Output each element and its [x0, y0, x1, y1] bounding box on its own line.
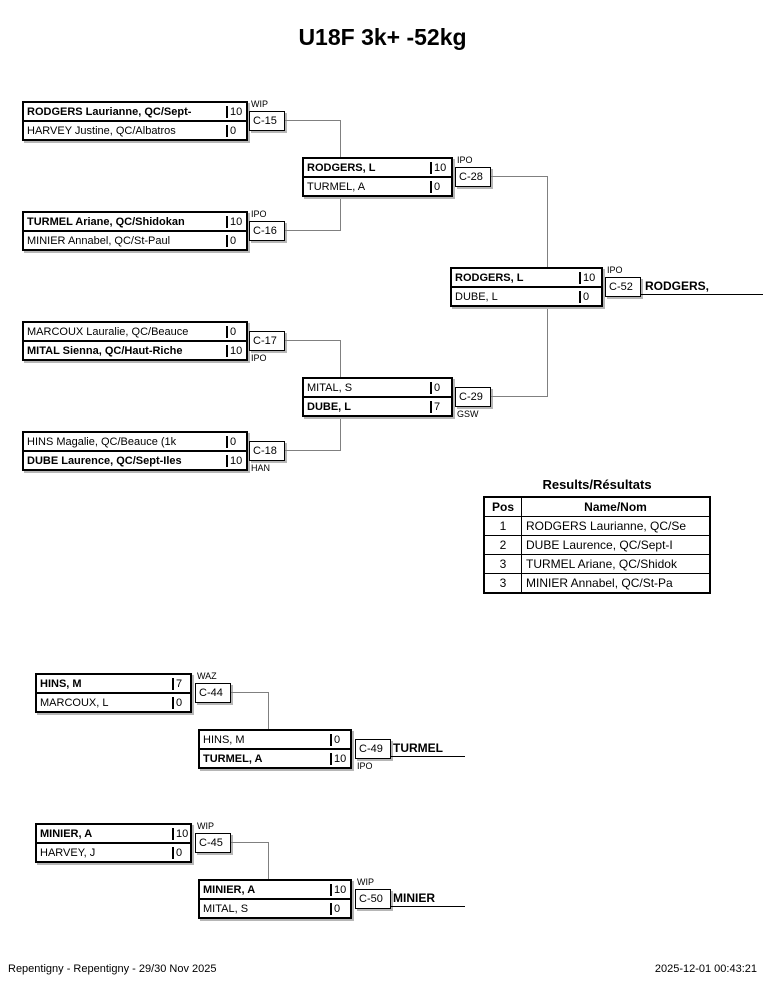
- match-row: [304, 396, 451, 415]
- win-type-label: WIP: [357, 877, 374, 887]
- results-row: [484, 536, 710, 555]
- connector-line: [231, 692, 269, 693]
- match-row: [24, 103, 246, 120]
- match-row: [24, 213, 246, 230]
- connector-line: [340, 340, 341, 377]
- competitor-name: DUBE, L: [307, 400, 351, 413]
- win-type-label: IPO: [607, 265, 623, 275]
- match-row: [37, 825, 190, 842]
- connector-line: [285, 450, 341, 451]
- competitor-name: RODGERS, L: [455, 271, 524, 284]
- connector-line: [340, 197, 341, 231]
- competitor-score: 0: [430, 181, 451, 193]
- competitor-score: 0: [172, 697, 190, 709]
- competitor-name: RODGERS, L: [307, 161, 376, 174]
- competitor-name: TURMEL, A: [307, 180, 366, 193]
- competitor-score: 0: [330, 734, 350, 746]
- win-type-label: WIP: [197, 821, 214, 831]
- competitor-score: 0: [226, 436, 246, 448]
- connector-line: [268, 692, 269, 729]
- match-row: [24, 450, 246, 469]
- competitor-name: TURMEL, A: [203, 752, 263, 765]
- connector-line: [547, 176, 548, 267]
- winner-line: [391, 906, 465, 907]
- competitor-name: MINIER, A: [203, 883, 256, 896]
- win-type-label: WIP: [251, 99, 268, 109]
- competitor-score: 0: [226, 125, 246, 137]
- competitor-score: 10: [330, 753, 350, 765]
- competitor-score: 7: [430, 401, 451, 413]
- name-cell: RODGERS Laurianne, QC/Se: [522, 517, 711, 536]
- win-type-label: IPO: [251, 353, 267, 363]
- competitor-name: TURMEL Ariane, QC/Shidokan: [27, 215, 185, 228]
- connector-line: [340, 417, 341, 451]
- competitor-score: 0: [330, 903, 350, 915]
- competitor-score: 10: [330, 884, 350, 896]
- match-number-tag-c15: C-15: [249, 111, 285, 131]
- match-box-c45: [35, 823, 192, 863]
- competitor-score: 10: [226, 455, 246, 467]
- connector-line: [231, 842, 269, 843]
- competitor-name: HARVEY, J: [40, 846, 96, 859]
- match-number-tag-c16: C-16: [249, 221, 285, 241]
- match-box-c29: [302, 377, 453, 417]
- pos-cell: 1: [484, 517, 522, 536]
- match-row: [200, 881, 350, 898]
- page-title: U18F 3k+ -52kg: [298, 24, 467, 50]
- connector-line: [268, 842, 269, 879]
- winner-line: [641, 294, 763, 295]
- results-panel: [483, 477, 711, 594]
- bronze-winner-name: MINIER: [393, 891, 435, 905]
- name-cell: TURMEL Ariane, QC/Shidok: [522, 555, 711, 574]
- winner-line: [391, 756, 465, 757]
- competitor-score: 10: [430, 162, 451, 174]
- match-box-c49: [198, 729, 352, 769]
- win-type-label: IPO: [457, 155, 473, 165]
- competitor-name: HARVEY Justine, QC/Albatros: [27, 124, 176, 137]
- competitor-name: MINIER, A: [40, 827, 93, 840]
- match-number-tag-c50: C-50: [355, 889, 391, 909]
- competitor-name: HINS, M: [40, 677, 82, 690]
- final-winner-name: RODGERS,: [645, 279, 710, 293]
- competitor-score: 10: [172, 828, 190, 840]
- competitor-score: 10: [226, 216, 246, 228]
- win-type-label: IPO: [251, 209, 267, 219]
- match-row: [24, 340, 246, 359]
- pos-cell: 2: [484, 536, 522, 555]
- match-row: [24, 323, 246, 340]
- connector-line: [285, 340, 341, 341]
- competitor-name: MINIER Annabel, QC/St-Paul: [27, 234, 171, 247]
- match-number-tag-c49: C-49: [355, 739, 391, 759]
- match-row: [37, 675, 190, 692]
- match-row: [304, 379, 451, 396]
- competitor-name: RODGERS Laurianne, QC/Sept-: [27, 105, 192, 118]
- name-cell: DUBE Laurence, QC/Sept-I: [522, 536, 711, 555]
- competitor-score: 7: [172, 678, 190, 690]
- win-type-label: GSW: [457, 409, 479, 419]
- match-row: [452, 269, 601, 286]
- match-box-c28: [302, 157, 453, 197]
- competitor-name: HINS, M: [203, 733, 245, 746]
- match-row: [200, 731, 350, 748]
- match-number-tag-c17: C-17: [249, 331, 285, 351]
- pos-cell: 3: [484, 555, 522, 574]
- results-row: [484, 555, 710, 574]
- match-number-tag-c52: C-52: [605, 277, 641, 297]
- match-number-tag-c45: C-45: [195, 833, 231, 853]
- competitor-score: 10: [226, 345, 246, 357]
- competitor-name: DUBE, L: [455, 290, 498, 303]
- match-box-c52: [450, 267, 603, 307]
- connector-line: [285, 230, 341, 231]
- match-number-tag-c18: C-18: [249, 441, 285, 461]
- match-row: [24, 433, 246, 450]
- competitor-name: MITAL Sienna, QC/Haut-Riche: [27, 344, 183, 357]
- competitor-name: MITAL, S: [307, 381, 353, 394]
- match-number-tag-c28: C-28: [455, 167, 491, 187]
- match-row: [37, 842, 190, 861]
- win-type-label: WAZ: [197, 671, 217, 681]
- competitor-score: 10: [579, 272, 601, 284]
- match-row: [304, 159, 451, 176]
- match-row: [200, 898, 350, 917]
- match-row: [452, 286, 601, 305]
- results-header-pos: Pos: [484, 497, 522, 517]
- competitor-name: DUBE Laurence, QC/Sept-Iles: [27, 454, 182, 467]
- match-box-c44: [35, 673, 192, 713]
- name-cell: MINIER Annabel, QC/St-Pa: [522, 574, 711, 594]
- match-box-c15: [22, 101, 248, 141]
- connector-line: [491, 176, 548, 177]
- competitor-name: HINS Magalie, QC/Beauce (1k: [27, 435, 177, 448]
- competitor-score: 0: [172, 847, 190, 859]
- results-table: [483, 496, 711, 594]
- match-box-c17: [22, 321, 248, 361]
- results-row: [484, 574, 710, 594]
- match-row: [37, 692, 190, 711]
- pos-cell: 3: [484, 574, 522, 594]
- footer-timestamp: 2025-12-01 00:43:21: [654, 963, 757, 975]
- competitor-score: 10: [226, 106, 246, 118]
- match-row: [304, 176, 451, 195]
- match-box-c50: [198, 879, 352, 919]
- match-box-c16: [22, 211, 248, 251]
- results-row: [484, 517, 710, 536]
- match-number-tag-c44: C-44: [195, 683, 231, 703]
- win-type-label: IPO: [357, 761, 373, 771]
- connector-line: [547, 307, 548, 397]
- competitor-name: MARCOUX, L: [40, 696, 109, 709]
- competitor-name: MITAL, S: [203, 902, 249, 915]
- match-row: [24, 230, 246, 249]
- match-row: [200, 748, 350, 767]
- connector-line: [340, 120, 341, 157]
- win-type-label: HAN: [251, 463, 271, 473]
- connector-line: [491, 396, 548, 397]
- competitor-name: MARCOUX Lauralie, QC/Beauce: [27, 325, 189, 338]
- match-number-tag-c29: C-29: [455, 387, 491, 407]
- competitor-score: 0: [226, 235, 246, 247]
- bronze-winner-name: TURMEL: [393, 741, 443, 755]
- match-box-c18: [22, 431, 248, 471]
- results-header-row: [484, 497, 710, 517]
- match-row: [24, 120, 246, 139]
- results-title: Results/Résultats: [542, 477, 652, 492]
- competitor-score: 0: [226, 326, 246, 338]
- competitor-score: 0: [579, 291, 601, 303]
- connector-line: [285, 120, 341, 121]
- results-header-name: Name/Nom: [522, 497, 711, 517]
- competitor-score: 0: [430, 382, 451, 394]
- footer-event-info: Repentigny - Repentigny - 29/30 Nov 2025: [8, 963, 217, 975]
